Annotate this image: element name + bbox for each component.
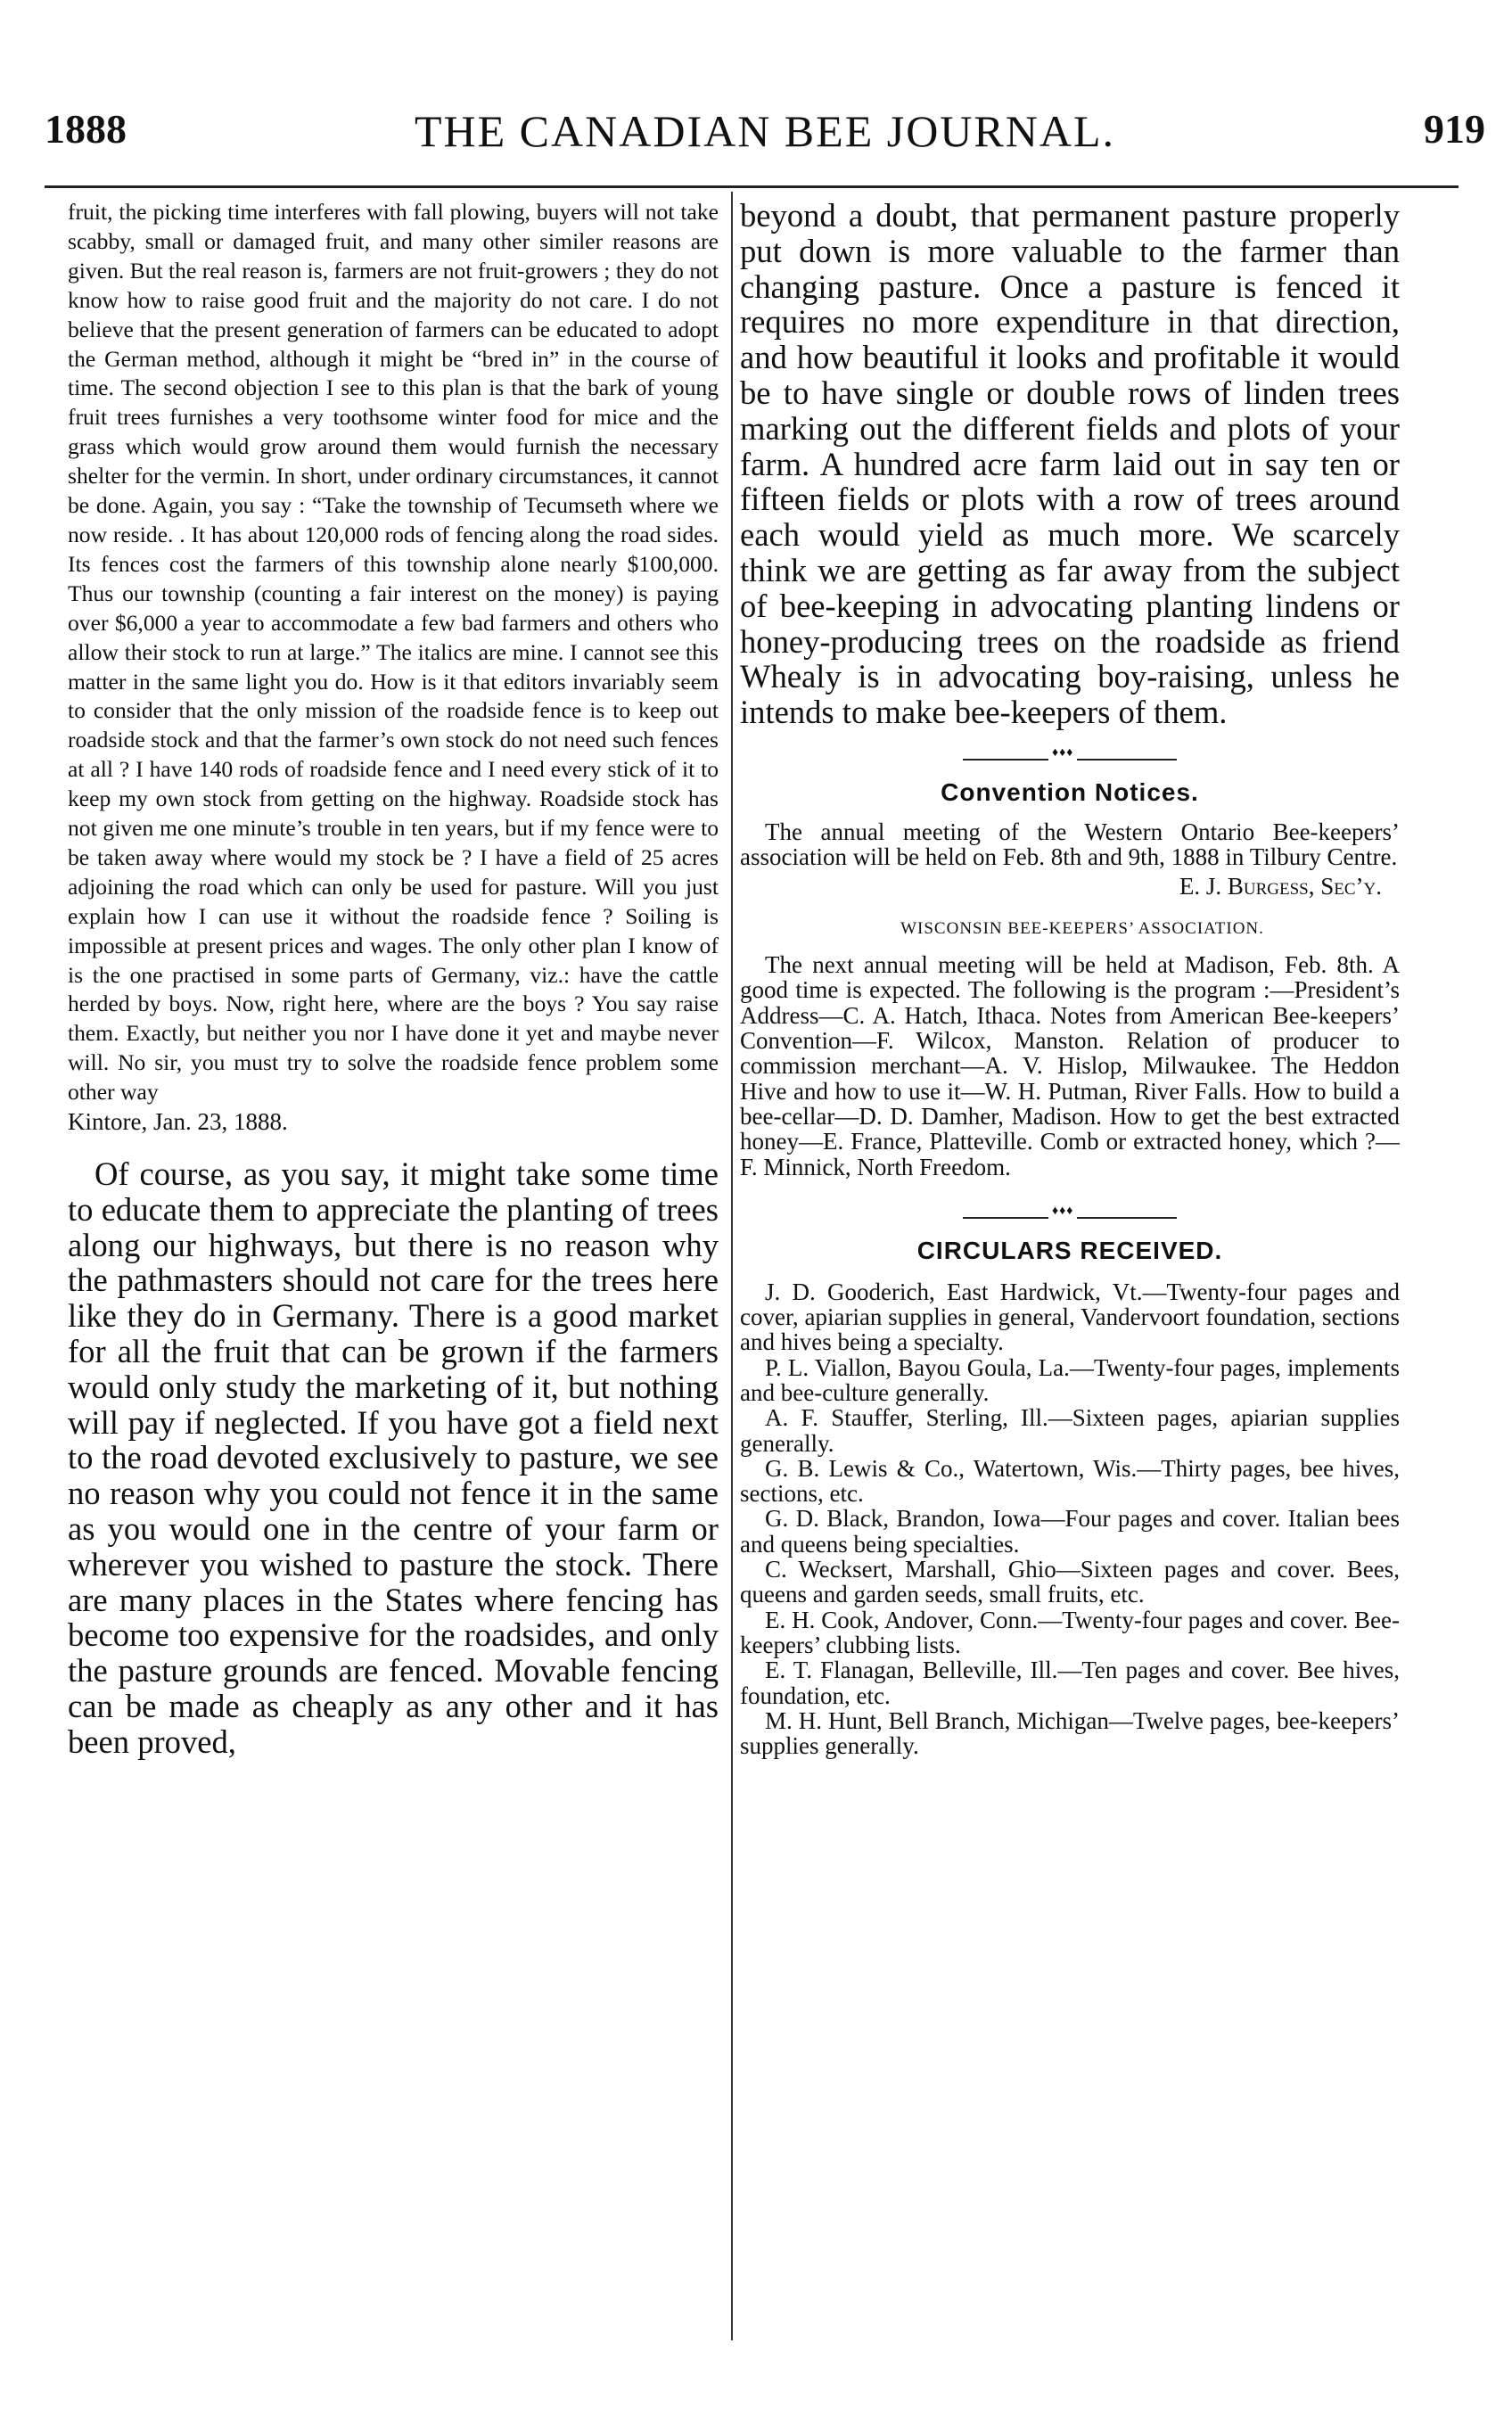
running-header: [45, 105, 1485, 177]
page-number: 919: [1424, 106, 1485, 152]
western-ontario-notice: The annual meeting of the Western Ontario Bee-keepers’ association will be held on Feb. 8th and 9th, 1888 in Tilbury Centre.: [740, 818, 1400, 871]
journal-title: THE CANADIAN BEE JOURNAL.: [414, 106, 1116, 156]
letter-text: [68, 198, 719, 1137]
circular-item: P. L. Viallon, Bayou Goula, La.—Twenty-four pages, implements and bee-culture generally.: [740, 1353, 1400, 1406]
convention-section: [740, 819, 1400, 1180]
column-divider: [731, 192, 733, 2340]
wisconsin-notice: The next annual meeting will be held at Madison, Feb. 8th. A good time is expected. The following is the program :—President’s Address—C. A. Hatch, Ithaca. Notes from American Bee-keepers’ Convention—F. Wilcox, Manston. Relation of producer to commission merchant—A. V. Hislop, Milwaukee. The Heddon Hive and how to use it—W. H. Putman, River Falls. How to build a bee-cellar—D. D. Damher, Madison. How to get the best extracted honey—E. France, Platteville. Comb or extracted honey, which ?—F. Minnick, North Freedom.: [740, 951, 1400, 1180]
right-column: [740, 198, 1400, 1758]
convention-title: Convention Notices.: [941, 777, 1199, 806]
letter-signature: Kintore, Jan. 23, 1888.: [68, 1108, 288, 1136]
letter-paragraph: fruit, the picking time interferes with fall plowing, buyers will not take scabby, small or damaged fruit, and many other similer reasons are given. But the real reason is, farmers are not fruit-growers ; they do not know how to raise good fruit and the majority do not care. I do not believe that the present generation of farmers can be educated to adopt the German method, although it might be “bred in” in the course of time. The second objection I see to this plan is that the bark of young fruit trees furnishes a very toothsome winter food for mice and the grass which would grow around them would furnish the necessary shelter for the vermin. In short, under ordinary circumstances, it cannot be done. Again, you say : “Take the township of Tecumseth where we now reside. . It has about 120,000 rods of fencing along the road sides. Its fences cost the farmers of this township alone nearly $100,000. Thus our township (counting a fair interest on the money) is paying over $6,000 a year to accommodate a few bad farmers and others who allow their stock to run at large.” The italics are mine. I cannot see this matter in the same light you do. How is it that editors invariably seem to consider that the only mission of the roadside fence is to keep out roadside stock and that the farmer’s own stock do not need such fences at all ? I have 140 rods of roadside fence and I need every stick of it to keep my own stock from getting on the highway. Roadside stock has not given me one minute’s trouble in ten years, but if my fence were to be taken away where would my stock be ? I have a field of 25 acres adjoining the road which can only be used for pasture. Will you just explain how I can use it without the roadside fence ? Soiling is impossible at present prices and wages. The only other plan I know of is the one practised in some parts of Germany, viz.: have the cattle herded by boys. Now, right here, where are the boys ? You say raise them. Exactly, but neither you nor I have done it yet and maybe never will. No sir, you must try to solve the roadside fence problem some other way: [68, 199, 719, 1106]
continuation-text: [740, 198, 1400, 730]
header-year: 1888: [45, 106, 127, 152]
left-column: [68, 198, 719, 1760]
ornament-divider: [963, 753, 1177, 766]
circular-item: C. Wecksert, Marshall, Ghio—Sixteen pages and cover. Bees, queens and garden seeds, small fruits, etc.: [740, 1556, 1400, 1608]
circular-item: E. H. Cook, Andover, Conn.—Twenty-four pages and cover. Bee-keepers’ clubbing lists.: [740, 1606, 1400, 1658]
circular-item: E. T. Flanagan, Belleville, Ill.—Ten pages and cover. Bee hives, foundation, etc.: [740, 1657, 1400, 1709]
editor-paragraph: Of course, as you say, it might take some time to educate them to appreciate the planting of trees along our highways, but there is no reason why the pathmasters should not care for the trees here like they do in Germany. There is a good market for all the fruit that can be grown if the farmers would only study the marketing of it, but nothing will pay if neglected. If you have got a field next to the road devoted exclusively to pasture, we see no reason why you could not fence it in the same as you would one in the centre of your farm or wherever you wished to pasture the stock. There are many places in the States where fencing has become too expensive for the roadsides, and only the pasture grounds are fenced. Movable fencing can be made as cheaply as any other and it has been proved,: [68, 1155, 719, 1760]
circulars-list: [740, 1279, 1400, 1759]
circulars-title: CIRCULARS RECEIVED.: [916, 1236, 1223, 1264]
ornament-divider: [963, 1212, 1177, 1224]
editor-reply: [68, 1156, 719, 1760]
circular-item: G. D. Black, Brandon, Iowa—Four pages and cover. Italian bees and queens being specialties.: [740, 1505, 1400, 1558]
wisconsin-heading: WISCONSIN BEE-KEEPERS’ ASSOCIATION.: [900, 918, 1264, 938]
circular-item: J. D. Gooderich, East Hardwick, Vt.—Twenty-four pages and cover, apiarian supplies in general, Vandervoort foundation, sections and hives being a specialty.: [740, 1278, 1400, 1356]
circular-item: A. F. Stauffer, Sterling, Ill.—Sixteen pages, apiarian supplies generally.: [740, 1404, 1400, 1457]
notice-signer: E. J. Burgess, Sec’y.: [1179, 872, 1382, 900]
circular-item: M. H. Hunt, Bell Branch, Michigan—Twelve pages, bee-keepers’ supplies generally.: [740, 1706, 1400, 1760]
header-rule: [45, 185, 1459, 188]
circular-item: G. B. Lewis & Co., Watertown, Wis.—Thirty pages, bee hives, sections, etc.: [740, 1454, 1400, 1508]
continuation-paragraph: beyond a doubt, that permanent pasture properly put down is more valuable to the farmer than changing pasture. Once a pasture is fenced it requires no more expenditure in that direction, and how beautiful it looks and profitable it would be to have single or double rows of linden trees marking out the different fields and plots of your farm. A hundred acre farm laid out in say ten or fifteen fields or plots with a row of trees around each would yield as much more. We scarcely think we are getting as far away from the subject of bee-keeping in advocating planting lindens or honey-producing trees on the roadside as friend Whealy is in advocating boy-raising, unless he intends to make bee-keepers of them.: [740, 197, 1400, 731]
